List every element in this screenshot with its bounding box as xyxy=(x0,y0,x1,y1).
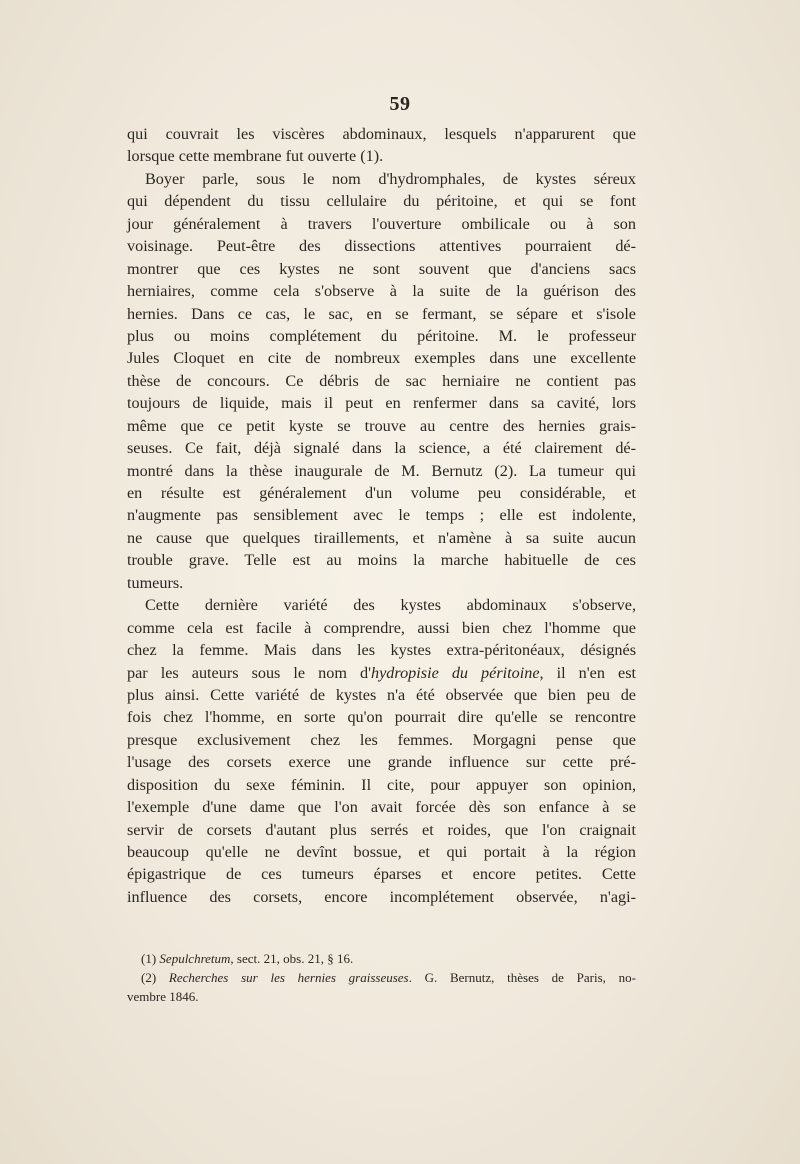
text-line: seuses. Ce fait, déjà signalé dans la science, a été clairement dé- xyxy=(127,439,636,458)
text-line: même que ce petit kyste se trouve au centre des hernies grais- xyxy=(127,416,636,435)
text-line: beaucoup qu'elle ne devînt bossue, et qui portait à la région xyxy=(127,843,636,861)
text-line: montrer que ces kystes ne sont souvent que d'anciens sacs xyxy=(127,259,636,278)
text-line: presque exclusivement chez les femmes. Morgagni pense que xyxy=(127,730,636,749)
text-line: servir de corsets d'autant plus serrés et roides, que l'on craignait xyxy=(127,820,636,839)
text-line: montré dans la thèse inaugurale de M. Bernutz (2). La tumeur qui xyxy=(127,461,636,480)
text-line: fois chez l'homme, en sorte qu'on pourrait dire qu'elle se rencontre xyxy=(127,708,636,727)
text-line: influence des corsets, encore incomplétement observée, n'agi- xyxy=(127,887,636,906)
text-line: qui dépendent du tissu cellulaire du péritoine, et qui se font xyxy=(127,192,636,211)
text-line: l'usage des corsets exerce une grande influence sur cette pré- xyxy=(127,753,636,772)
footnote-2 xyxy=(127,968,636,987)
body-text xyxy=(127,123,636,908)
text-line: en résulte est généralement d'un volume peu considérable, et xyxy=(127,484,636,502)
text-line: Cette dernière variété des kystes abdominaux s'observe, xyxy=(145,596,636,615)
text-segment: par les auteurs sous le nom d' xyxy=(127,663,372,682)
text-line: disposition du sexe féminin. Il cite, pour appuyer son opinion, xyxy=(127,775,636,794)
text-line: tumeurs. xyxy=(127,573,184,592)
text-segment: , il n'en est xyxy=(539,663,637,682)
footnote-title: Recherches sur les hernies graisseuses xyxy=(168,970,409,985)
text-line: herniaires, comme cela s'observe à la suite de la guérison des xyxy=(127,282,636,301)
text-line: thèse de concours. Ce débris de sac herniaire ne contient pas xyxy=(127,371,636,390)
text-line: trouble grave. Telle est au moins la marche habituelle de ces xyxy=(127,551,636,570)
text-line: plus ainsi. Cette variété de kystes n'a été observée que bien peu de xyxy=(127,685,636,704)
text-line: Jules Cloquet en cite de nombreux exemples dans une excellente xyxy=(127,349,636,368)
page-number: 59 xyxy=(389,93,411,115)
text-line: chez la femme. Mais dans les kystes extra-péritonéaux, désignés xyxy=(127,641,636,660)
text-line: comme cela est facile à comprendre, aussi bien chez l'homme que xyxy=(127,618,636,637)
text-line: épigastrique de ces tumeurs éparses et encore petites. Cette xyxy=(127,865,636,884)
text-line: toujours de liquide, mais il peut en renfermer dans sa cavité, lors xyxy=(127,394,636,413)
text-line: jour généralement à travers l'ouverture ombilicale ou à son xyxy=(127,214,636,233)
text-line: lorsque cette membrane fut ouverte (1). xyxy=(127,147,384,166)
footnote-marker: (2) xyxy=(141,970,157,985)
footnotes xyxy=(127,949,636,1006)
text-line: plus ou moins complétement du péritoine. M. le professeur xyxy=(127,326,636,345)
text-line xyxy=(127,662,636,684)
footnote-title: Sepulchretum xyxy=(159,951,231,966)
text-line: l'exemple d'une dame que l'on avait forcée dès son enfance à se xyxy=(127,798,636,817)
text-line: hernies. Dans ce cas, le sac, en se fermant, se sépare et s'isole xyxy=(127,304,636,323)
text-line: voisinage. Peut-être des dissections attentives pourraient dé- xyxy=(127,237,636,256)
footnote-1 xyxy=(127,949,636,968)
text-line: ne cause que quelques tiraillements, et n'amène à sa suite aucun xyxy=(127,528,636,547)
footnote-text: , sect. 21, obs. 21, § 16. xyxy=(230,951,354,966)
text-line: qui couvrait les viscères abdominaux, lesquels n'apparurent que xyxy=(127,125,636,143)
text-line: n'augmente pas sensiblement avec le temps ; elle est indolente, xyxy=(127,506,636,525)
footnote-2-continued: vembre 1846. xyxy=(127,989,199,1004)
text-line: Boyer parle, sous le nom d'hydromphales, de kystes séreux xyxy=(145,169,636,188)
italic-term: hydropisie du péritoine xyxy=(371,663,540,682)
footnote-text: . G. Bernutz, thèses de Paris, no- xyxy=(408,970,636,985)
footnote-marker: (1) xyxy=(141,951,157,966)
